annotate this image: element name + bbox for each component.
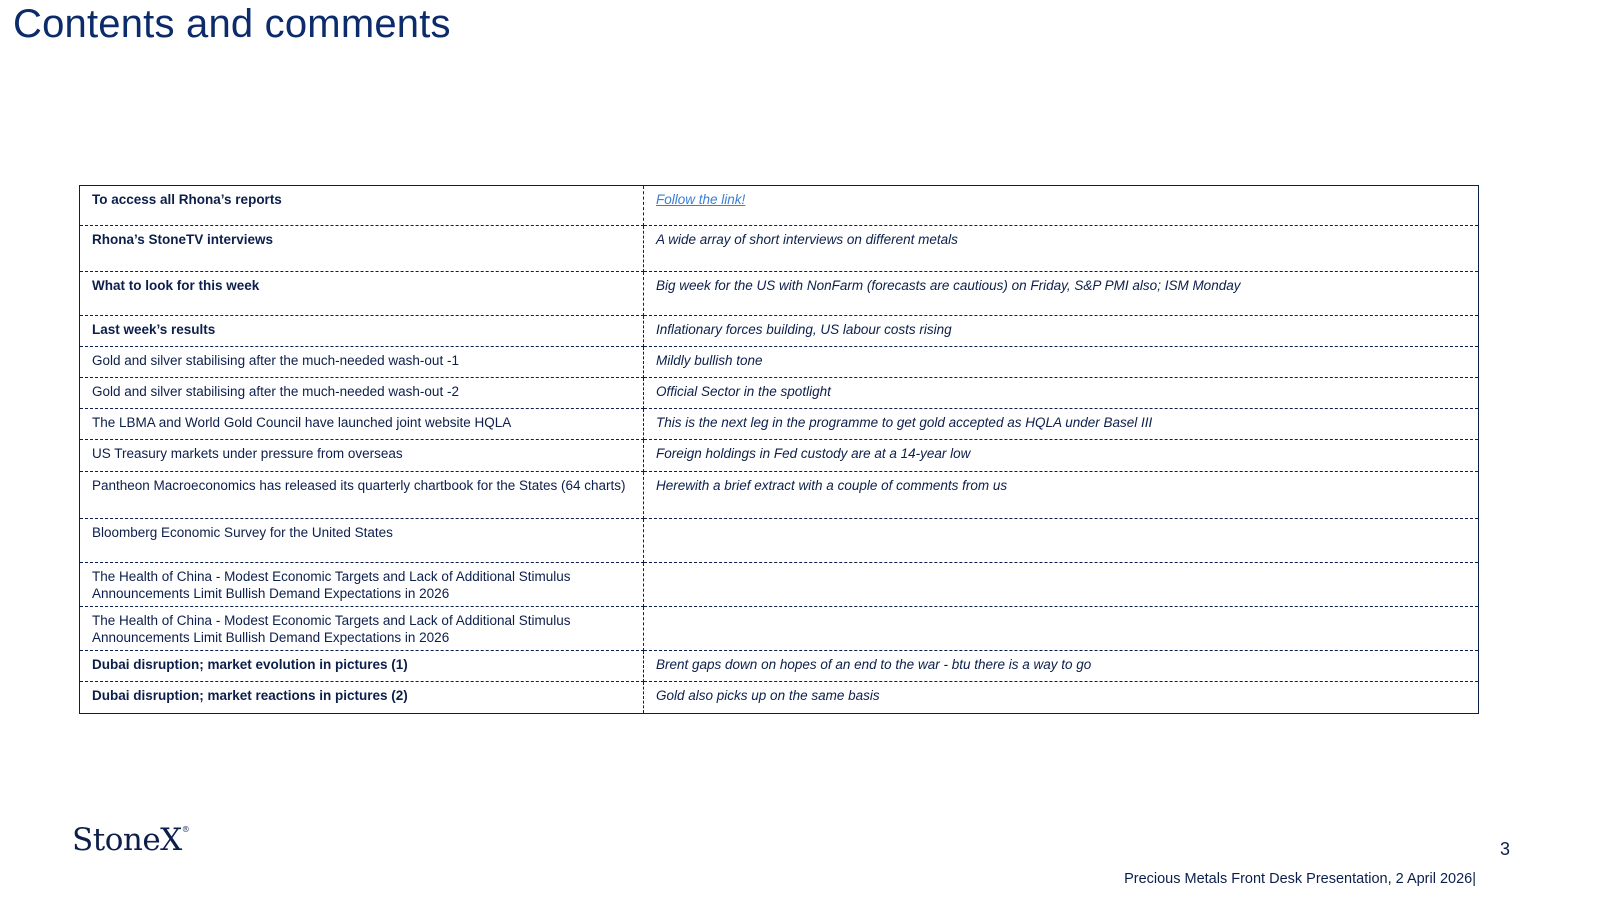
logo-mark: ® bbox=[181, 825, 190, 834]
table-row bbox=[80, 440, 1479, 472]
follow-link[interactable]: Follow the link! bbox=[656, 192, 746, 207]
contents-table bbox=[79, 185, 1479, 714]
table-row bbox=[80, 409, 1479, 440]
table-row bbox=[80, 682, 1479, 714]
table-row bbox=[80, 186, 1479, 226]
footer-text: Precious Metals Front Desk Presentation, 2 April 2026| bbox=[1124, 871, 1476, 887]
row-comment bbox=[644, 186, 1479, 226]
row-title: Last week’s results bbox=[80, 316, 644, 347]
row-comment bbox=[644, 607, 1479, 651]
row-title: Gold and silver stabilising after the much-needed wash-out -2 bbox=[80, 378, 644, 409]
table-row bbox=[80, 272, 1479, 316]
row-comment: Official Sector in the spotlight bbox=[644, 378, 1479, 409]
row-title: Pantheon Macroeconomics has released its quarterly chartbook for the States (64 charts) bbox=[80, 472, 644, 519]
row-comment: Herewith a brief extract with a couple of comments from us bbox=[644, 472, 1479, 519]
row-comment bbox=[644, 519, 1479, 563]
page-title: Contents and comments bbox=[13, 2, 451, 46]
row-title: The Health of China - Modest Economic Targets and Lack of Additional Stimulus Announcements Limit Bullish Demand Expectations in 2026 bbox=[80, 563, 644, 607]
table-row bbox=[80, 607, 1479, 651]
row-title: What to look for this week bbox=[80, 272, 644, 316]
row-comment: Brent gaps down on hopes of an end to the war - btu there is a way to go bbox=[644, 651, 1479, 682]
row-title: The LBMA and World Gold Council have launched joint website HQLA bbox=[80, 409, 644, 440]
row-title: Rhona’s StoneTV interviews bbox=[80, 226, 644, 272]
table-row bbox=[80, 519, 1479, 563]
row-title: US Treasury markets under pressure from overseas bbox=[80, 440, 644, 472]
row-title: Dubai disruption; market evolution in pictures (1) bbox=[80, 651, 644, 682]
row-comment: Foreign holdings in Fed custody are at a 14-year low bbox=[644, 440, 1479, 472]
row-title: To access all Rhona’s reports bbox=[80, 186, 644, 226]
row-comment: A wide array of short interviews on different metals bbox=[644, 226, 1479, 272]
table-row bbox=[80, 316, 1479, 347]
row-title: Gold and silver stabilising after the much-needed wash-out -1 bbox=[80, 347, 644, 378]
stonex-logo bbox=[72, 822, 189, 858]
table-row bbox=[80, 347, 1479, 378]
table-row bbox=[80, 651, 1479, 682]
row-comment: Inflationary forces building, US labour costs rising bbox=[644, 316, 1479, 347]
row-comment bbox=[644, 563, 1479, 607]
row-title: Dubai disruption; market reactions in pictures (2) bbox=[80, 682, 644, 714]
row-comment: Gold also picks up on the same basis bbox=[644, 682, 1479, 714]
row-title: The Health of China - Modest Economic Targets and Lack of Additional Stimulus Announcements Limit Bullish Demand Expectations in 2026 bbox=[80, 607, 644, 651]
row-comment: This is the next leg in the programme to get gold accepted as HQLA under Basel III bbox=[644, 409, 1479, 440]
table-row bbox=[80, 563, 1479, 607]
table-row bbox=[80, 226, 1479, 272]
page-number: 3 bbox=[1500, 839, 1511, 859]
table-row bbox=[80, 472, 1479, 519]
row-comment: Big week for the US with NonFarm (forecasts are cautious) on Friday, S&P PMI also; ISM Monday bbox=[644, 272, 1479, 316]
row-comment: Mildly bullish tone bbox=[644, 347, 1479, 378]
row-title: Bloomberg Economic Survey for the United States bbox=[80, 519, 644, 563]
logo-text: StoneX bbox=[72, 822, 182, 858]
table-row bbox=[80, 378, 1479, 409]
